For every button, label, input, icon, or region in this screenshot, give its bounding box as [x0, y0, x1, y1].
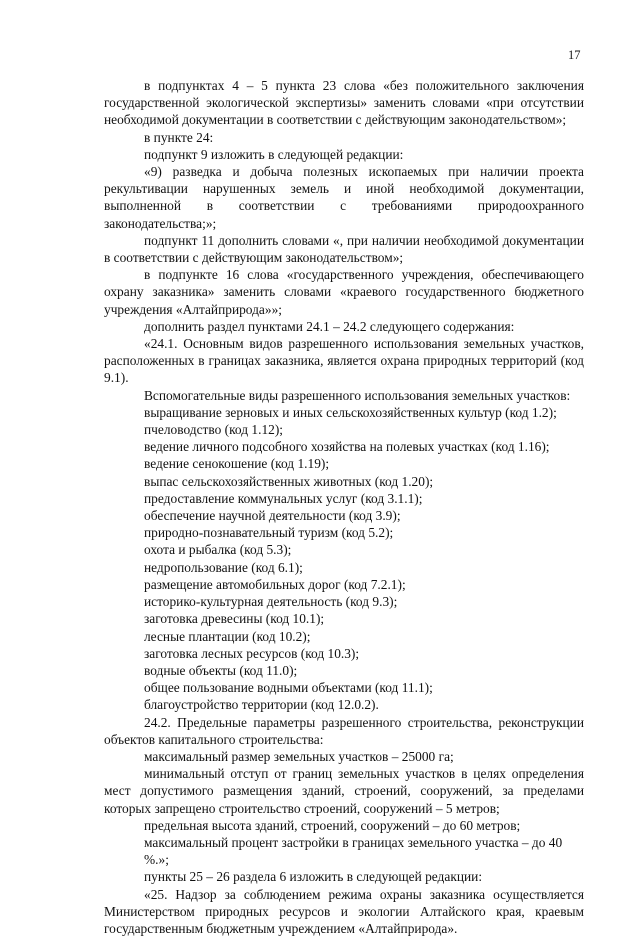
paragraph-subitem-16: в подпункте 16 слова «государственного учреждения, обеспечивающего охрану заказника» заменить словами «краевого государственного бюджетного учреждения «Алтайприрода»»;: [104, 267, 584, 317]
list-item: природно-познавательный туризм (код 5.2);: [144, 525, 394, 541]
paragraph-add-24-1-24-2: дополнить раздел пунктами 24.1 – 24.2 следующего содержания:: [144, 318, 515, 334]
paragraph-expert-review: в подпунктах 4 – 5 пункта 23 слова «без положительного заключения государственной экологической экспертизы» заменить словами «при отсутствии необходимой документации в соответствии с действующим законодательством»;: [104, 78, 584, 128]
list-item: водные объекты (код 11.0);: [144, 662, 298, 678]
paragraph-items-25-26: пункты 25 – 26 раздела 6 изложить в следующей редакции:: [144, 869, 483, 885]
list-item: заготовка древесины (код 10.1);: [144, 611, 325, 627]
paragraph-24-1: «24.1. Основным видов разрешенного использования земельных участков, расположенных в границах заказника, является охрана природных территорий (код 9.1).: [104, 336, 584, 386]
list-item: ведение личного подсобного хозяйства на полевых участках (код 1.16);: [144, 439, 550, 455]
list-item: недропользование (код 6.1);: [144, 559, 303, 575]
list-item: заготовка лесных ресурсов (код 10.3);: [144, 645, 360, 661]
list-item: размещение автомобильных дорог (код 7.2.1);: [144, 576, 406, 592]
paragraph-max-height: предельная высота зданий, строений, сооружений – до 60 метров;: [144, 817, 521, 833]
paragraph-subitem-11: подпункт 11 дополнить словами «, при наличии необходимой документации в соответствии с действующим законодательством»;: [104, 232, 584, 266]
aux-uses-list: [104, 404, 584, 714]
list-item: предоставление коммунальных услуг (код 3.1.1);: [144, 490, 423, 506]
list-item: охота и рыбалка (код 5.3);: [144, 542, 292, 558]
paragraph-subitem-9-intro: подпункт 9 изложить в следующей редакции:: [144, 146, 404, 162]
list-item: общее пользование водными объектами (код 11.1);: [144, 680, 433, 696]
list-item: историко-культурная деятельность (код 9.3);: [144, 594, 398, 610]
paragraph-max-plot-size: максимальный размер земельных участков – 25000 га;: [144, 748, 454, 764]
list-item: благоустройство территории (код 12.0.2).: [144, 697, 379, 713]
document-body: [104, 77, 584, 937]
paragraph-subitem-9-text: «9) разведка и добыча полезных ископаемых при наличии проекта рекультивации нарушенных земель и иной необходимой документации, выполненной в соответствии с требованиями природоохранного законодательства;»;: [104, 164, 584, 231]
list-item: выращивание зерновых и иных сельскохозяйственных культур (код 1.2);: [144, 404, 557, 420]
paragraph-max-coverage: максимальный процент застройки в границах земельного участка – до 40 %.»;: [144, 834, 563, 868]
list-item: обеспечение научной деятельности (код 3.9);: [144, 508, 401, 524]
paragraph-aux-uses-heading: Вспомогательные виды разрешенного использования земельных участков:: [144, 387, 571, 403]
list-item: лесные плантации (код 10.2);: [144, 628, 311, 644]
list-item: выпас сельскохозяйственных животных (код 1.20);: [144, 473, 434, 489]
page-number: 17: [568, 48, 581, 62]
paragraph-24-2-heading: 24.2. Предельные параметры разрешенного строительства, реконструкции объектов капитального строительства:: [104, 714, 584, 747]
paragraph-item-24: в пункте 24:: [144, 129, 214, 145]
list-item: ведение сенокошение (код 1.19);: [144, 456, 330, 472]
paragraph-25-supervision: «25. Надзор за соблюдением режима охраны заказника осуществляется Министерством природных ресурсов и экологии Алтайского края, краевым государственным бюджетным учреждением «Алтайприрода».: [104, 886, 584, 936]
list-item: пчеловодство (код 1.12);: [144, 422, 284, 438]
paragraph-min-setback: минимальный отступ от границ земельных участков в целях определения мест допустимого размещения зданий, строений, сооружений, за пределами которых запрещено строительство строений, сооружений – 5 метров;: [104, 766, 584, 816]
